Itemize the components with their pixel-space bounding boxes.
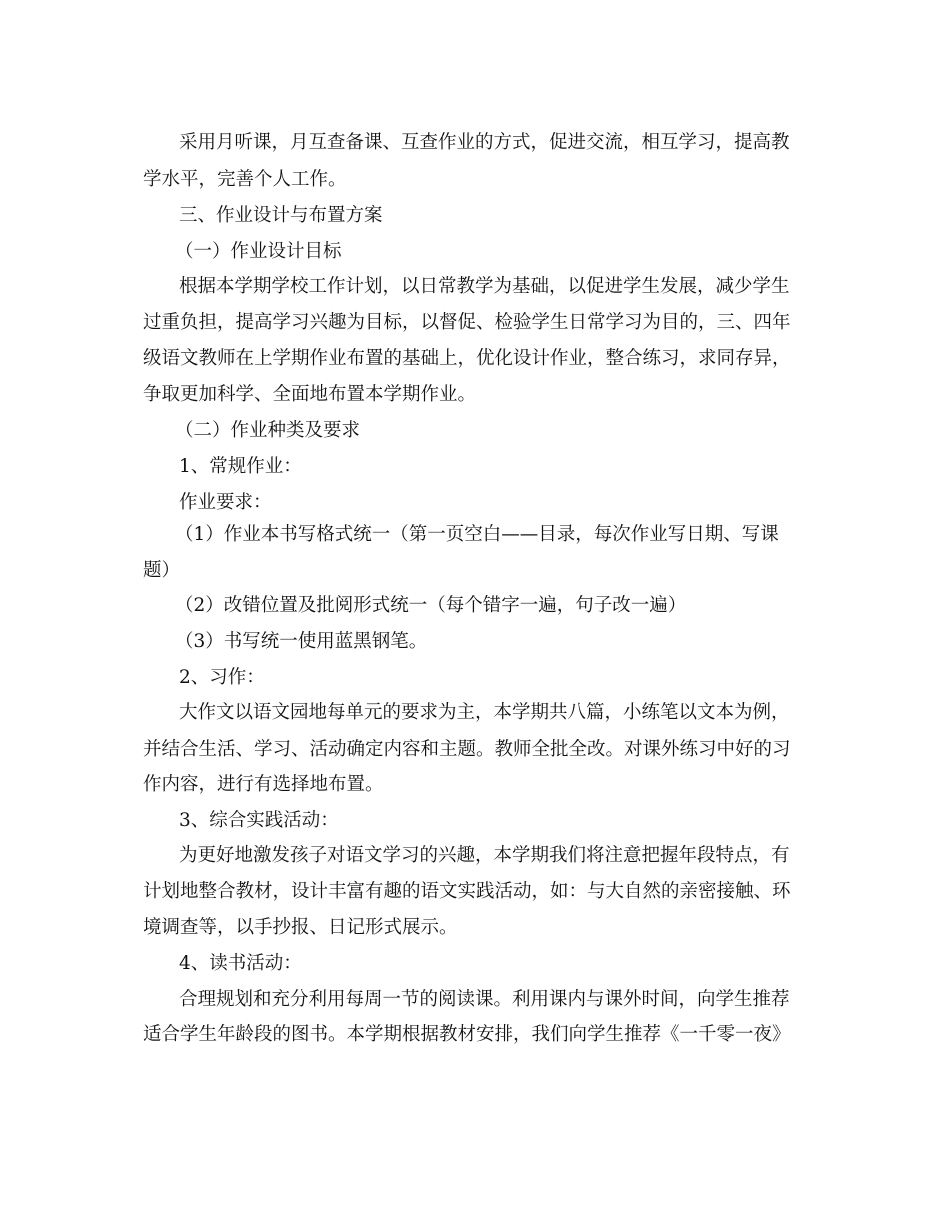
item-heading: 2、习作：	[179, 667, 265, 688]
subsection-heading: （二）作业种类及要求	[175, 420, 361, 441]
item-heading: 1、常规作业：	[179, 456, 302, 477]
paragraph-line: 过重负担，提高学习兴趣为目标，以督促、检验学生日常学习为目的，三、四年	[143, 312, 791, 333]
paragraph-line: 根据本学期学校工作计划，以日常教学为基础，以促进学生发展，减少学生	[179, 276, 790, 297]
item-heading: 4、读书活动：	[179, 953, 302, 974]
paragraph-line: 并结合生活、学习、活动确定内容和主题。教师全批全改。对课外练习中好的习	[143, 739, 791, 760]
paragraph-line: 计划地整合教材，设计丰富有趣的语文实践活动，如：与大自然的亲密接触、环	[143, 881, 791, 902]
paragraph-line: 学水平，完善个人工作。	[143, 169, 347, 190]
paragraph-line: 作业要求：	[179, 492, 272, 513]
paragraph-line: 适合学生年龄段的图书。本学期根据教材安排，我们向学生推荐《一千零一夜》	[143, 1024, 791, 1045]
subsection-heading: （一）作业设计目标	[175, 241, 342, 262]
paragraph-line: 大作文以语文园地每单元的要求为主，本学期共八篇，小练笔以文本为例，	[179, 702, 790, 723]
list-item-continuation: 题）	[143, 560, 181, 581]
paragraph-line: 采用月听课，月互查备课、互查作业的方式，促进交流，相互学习，提高教	[179, 132, 790, 153]
section-heading: 三、作业设计与布置方案	[179, 205, 383, 226]
paragraph-line: 境调查等，以手抄报、日记形式展示。	[143, 917, 458, 938]
paragraph-line: 作内容，进行有选择地布置。	[143, 774, 384, 795]
list-item: （3）书写统一使用蓝黑钢笔。	[175, 631, 428, 652]
paragraph-line: 级语文教师在上学期作业布置的基础上，优化设计作业，整合练习，求同存异，	[143, 348, 791, 369]
list-item: （1）作业本书写格式统一（第一页空白——目录，每次作业写日期、写课	[175, 524, 779, 545]
list-item: （2）改错位置及批阅形式统一（每个错字一遍，句子改一遍）	[175, 595, 687, 616]
item-heading: 3、综合实践活动：	[179, 810, 339, 831]
paragraph-line: 争取更加科学、全面地布置本学期作业。	[143, 384, 477, 405]
paragraph-line: 为更好地激发孩子对语文学习的兴趣，本学期我们将注意把握年段特点，有	[179, 845, 790, 866]
paragraph-line: 合理规划和充分利用每周一节的阅读课。利用课内与课外时间，向学生推荐	[179, 989, 790, 1010]
